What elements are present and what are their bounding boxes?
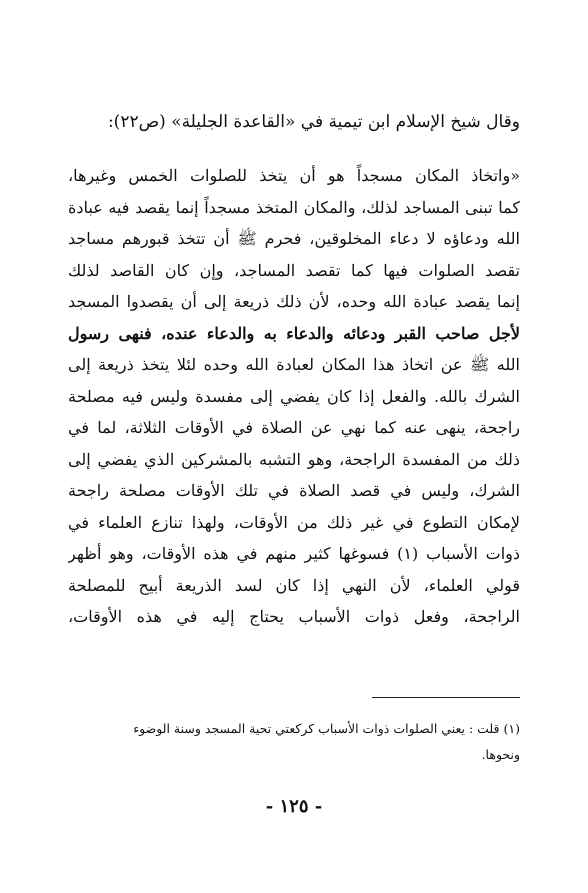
- text-line: راجحة، ينهى عنه كما نهي عن الصلاة في الأوقات الثلاثة، لما في: [68, 418, 520, 437]
- text-line: تقصد الصلوات فيها كما تقصد المساجد، وإن كان القاصد لذلك: [68, 260, 520, 280]
- text-line: الله ﷺ عن اتخاذ هذا المكان لعبادة الله وحده لئلا يتخذ ذريعة إلى: [68, 355, 520, 374]
- main-paragraph: [68, 160, 520, 633]
- intro-line: وقال شيخ الإسلام ابن تيمية في «القاعدة الجليلة» (ص٢٢):: [107, 112, 520, 132]
- footnote-line: (١) قلت : يعني الصلوات ذوات الأسباب كركعتي تحية المسجد وسنة الوضوء: [133, 721, 520, 736]
- text-line: الشرك، وليس في قصد الصلاة في تلك الأوقات مصلحة راجحة: [68, 481, 520, 500]
- text-line: قولي العلماء، لأن النهي إذا كان لسد الذريعة أبيح للمصلحة: [68, 575, 520, 595]
- footnote-separator: [372, 697, 520, 698]
- page-number: - ١٢٥ -: [265, 796, 323, 817]
- text-line: الله ودعاؤه لا دعاء المخلوقين، فحرم ﷺ أن تتخذ قبورهم مساجد: [68, 229, 520, 248]
- text-line: إنما يقصد عبادة الله وحده، لأن ذلك ذريعة إلى أن يقصدوا المسجد: [68, 292, 520, 311]
- footnote-line: ونحوها.: [481, 747, 520, 762]
- text-line: «واتخاذ المكان مسجداً هو أن يتخذ للصلوات الخمس وغيرها،: [68, 166, 520, 185]
- text-line: ذوات الأسباب (١) فسوغها كثير منهم في هذه الأوقات، وهو أظهر: [68, 544, 520, 563]
- text-line: لإمكان التطوع في غير ذلك من الأوقات، ولهذا تنازع العلماء في: [68, 512, 520, 532]
- text-line: الراجحة، وفعل ذوات الأسباب يحتاج إليه في هذه الأوقات،: [68, 607, 520, 626]
- footnote: [68, 716, 520, 768]
- text-line: كما تبنى المساجد لذلك، والمكان المتخذ مسجداً إنما يقصد فيه عبادة: [68, 197, 520, 217]
- text-line-bold: لأجل صاحب القبر ودعائه والدعاء به والدعاء عنده، فنهى رسول: [68, 323, 520, 343]
- text-line: ذلك من المفسدة الراجحة، وهو التشبه بالمشركين الذي يفضي إلى: [68, 449, 520, 469]
- text-line: الشرك بالله. والفعل إذا كان يفضي إلى مفسدة وليس فيه مصلحة: [68, 386, 520, 406]
